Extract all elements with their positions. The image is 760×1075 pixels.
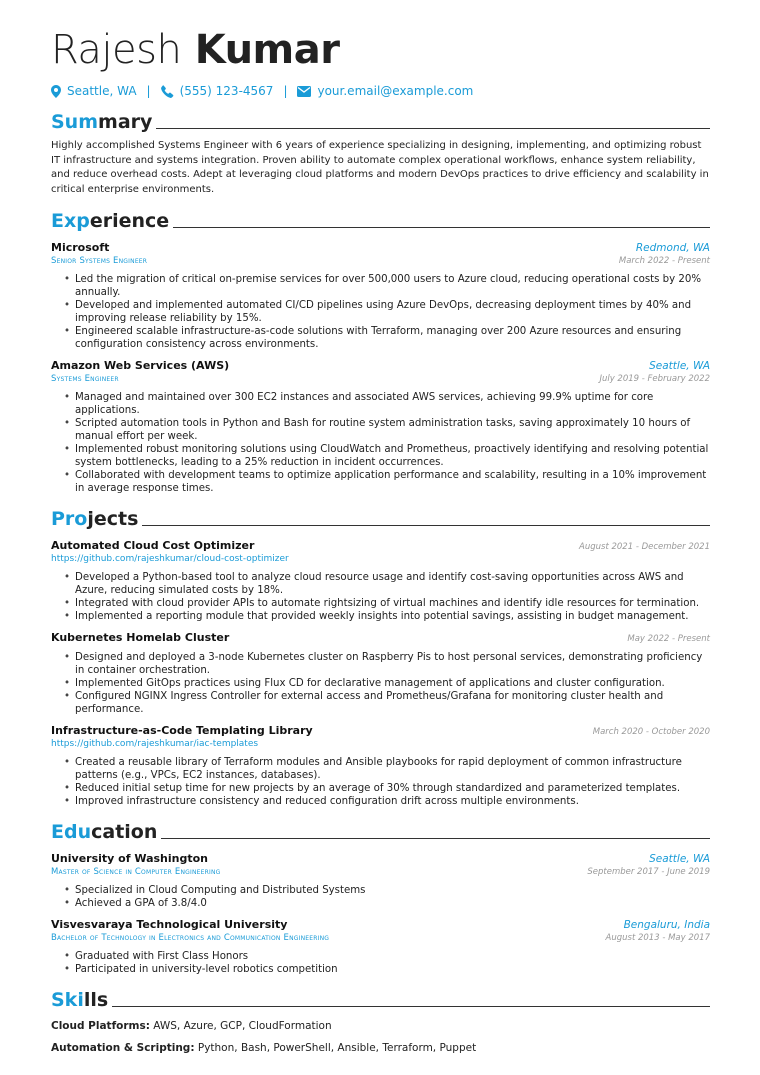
section-divider (173, 227, 710, 228)
skill-label: Cloud Platforms: (51, 1020, 150, 1032)
bullet-item: • Created a reusable library of Terraform modules and Ansible playbooks for rapid deployment of common infrastructure patterns (e.g., VPCs, EC2 instances, databases). (75, 756, 710, 782)
job-dates: March 2022 - Present (618, 256, 710, 266)
contact-email[interactable] (297, 84, 473, 98)
projects-heading (51, 503, 710, 531)
bullet-item: • Managed and maintained over 300 EC2 instances and associated AWS services, achieving 99.9% uptime for core applications. (75, 391, 710, 417)
bullet-list (51, 884, 710, 910)
experience-entry (51, 359, 710, 495)
bullet-item: • Developed a Python-based tool to analyze cloud resource usage and identify cost-saving opportunities across AWS and Azure, reducing simulated costs by 18%. (75, 571, 710, 597)
school-location: Seattle, WA (649, 853, 710, 865)
section-divider (112, 1006, 710, 1007)
school-location: Bengaluru, India (623, 919, 710, 931)
skills-heading-accent: Ski (51, 989, 84, 1011)
skill-row (51, 1041, 710, 1055)
degree: Master of Science in Computer Engineering (51, 867, 221, 877)
skill-value: AWS, Azure, GCP, CloudFormation (149, 1020, 332, 1032)
company-name: Amazon Web Services (AWS) (51, 359, 230, 372)
bullet-item: • Designed and deployed a 3-node Kubernetes cluster on Raspberry Pis to host personal services, demonstrating proficiency in container orchestration. (75, 651, 710, 677)
skills-heading-rest: lls (83, 989, 109, 1011)
contact-separator: | (146, 84, 151, 98)
experience-heading-accent: Exp (51, 210, 90, 232)
skill-row (51, 1019, 710, 1033)
education-dates: September 2017 - June 2019 (587, 867, 710, 877)
education-entry (51, 918, 710, 976)
skill-label: Automation & Scripting: (51, 1042, 195, 1054)
project-name: Infrastructure-as-Code Templating Library (51, 724, 313, 737)
phone-icon (161, 85, 174, 98)
phone-text[interactable]: (555) 123-4567 (179, 84, 274, 98)
section-divider (142, 525, 710, 526)
job-role: Senior Systems Engineer (51, 256, 148, 266)
project-dates: March 2020 - October 2020 (592, 727, 710, 737)
experience-entry (51, 241, 710, 351)
bullet-item: • Improved infrastructure consistency and reduced configuration drift across multiple environments. (75, 795, 710, 808)
section-divider (161, 838, 710, 839)
bullet-list (51, 651, 710, 716)
last-name: Kumar (194, 27, 340, 73)
job-location: Redmond, WA (635, 242, 710, 254)
project-entry (51, 631, 710, 716)
bullet-item: • Achieved a GPA of 3.8/4.0 (75, 897, 710, 910)
projects-heading-accent: Pro (51, 508, 88, 530)
bullet-item: • Configured NGINX Ingress Controller for external access and Prometheus/Grafana for monitoring cluster health and performance. (75, 690, 710, 716)
school-name: Visvesvaraya Technological University (51, 918, 288, 931)
skills-heading (51, 984, 710, 1012)
contact-line (51, 82, 710, 100)
job-location: Seattle, WA (649, 360, 710, 372)
summary-heading (51, 106, 710, 134)
bullet-list (51, 950, 710, 976)
projects-heading-rest: jects (87, 508, 139, 530)
job-dates: July 2019 - February 2022 (599, 374, 710, 384)
education-heading (51, 816, 710, 844)
experience-heading-rest: erience (89, 210, 170, 232)
summary-heading-rest: mary (98, 111, 153, 133)
bullet-list (51, 391, 710, 495)
bullet-item: • Led the migration of critical on-premise services for over 500,000 users to Azure cloud, reducing operational costs by 20% annually. (75, 273, 710, 299)
bullet-item: • Scripted automation tools in Python and Bash for routine system administration tasks, saving approximately 10 hours of manual effort per week. (75, 417, 710, 443)
bullet-list (51, 756, 710, 808)
bullet-item: • Integrated with cloud provider APIs to automate rightsizing of virtual machines and identify idle resources for termination. (75, 597, 710, 610)
bullet-item: • Participated in university-level robotics competition (75, 963, 710, 976)
company-name: Microsoft (51, 241, 110, 254)
project-entry (51, 724, 710, 808)
section-divider (156, 128, 710, 129)
project-dates: May 2022 - Present (627, 634, 710, 644)
job-role: Systems Engineer (51, 374, 119, 384)
project-dates: August 2021 - December 2021 (579, 542, 710, 552)
degree: Bachelor of Technology in Electronics and Communication Engineering (51, 933, 330, 943)
education-heading-accent: Edu (51, 821, 92, 843)
contact-separator: | (283, 84, 288, 98)
bullet-list (51, 571, 710, 623)
education-dates: August 2013 - May 2017 (605, 933, 710, 943)
bullet-item: • Reduced initial setup time for new projects by an average of 30% through standardized and parameterized templates. (75, 782, 710, 795)
experience-heading (51, 205, 710, 233)
envelope-icon (297, 86, 311, 97)
contact-location (51, 84, 137, 98)
bullet-item: • Developed and implemented automated CI/CD pipelines using Azure DevOps, decreasing deployment times by 40% and improving release reliability by 15%. (75, 299, 710, 325)
skill-value: Python, Bash, PowerShell, Ansible, Terraform, Puppet (194, 1042, 477, 1054)
email-text[interactable]: your.email@example.com (317, 84, 474, 98)
bullet-item: • Implemented GitOps practices using Flux CD for declarative management of applications and cluster configuration. (75, 677, 710, 690)
project-link[interactable]: https://github.com/rajeshkumar/cloud-cost-optimizer (51, 554, 289, 564)
project-link[interactable]: https://github.com/rajeshkumar/iac-templates (51, 739, 259, 749)
summary-heading-accent: Sum (51, 111, 99, 133)
location-text: Seattle, WA (67, 84, 137, 98)
project-name: Kubernetes Homelab Cluster (51, 631, 230, 644)
project-name: Automated Cloud Cost Optimizer (51, 539, 255, 552)
bullet-item: • Implemented robust monitoring solutions using CloudWatch and Prometheus, proactively identifying and resolving potential system bottlenecks, leading to a 25% reduction in incident occurrences. (75, 443, 710, 469)
education-entry (51, 852, 710, 910)
bullet-list (51, 273, 710, 351)
first-name: Rajesh (51, 27, 182, 73)
education-heading-rest: cation (91, 821, 158, 843)
summary-text: Highly accomplished Systems Engineer with 6 years of experience specializing in designing, implementing, and optimizing robust IT infrastructure and systems integration. Proven ability to automate complex operational workflows, enhance system reliability, and reduce overhead costs. Adept at leveraging cloud platforms and modern DevOps practices to drive efficiency and scalability in critical enterprise environments. (51, 140, 709, 195)
bullet-item: • Collaborated with development teams to optimize application performance and scalability, resulting in a 10% improvement in average response times. (75, 469, 710, 495)
school-name: University of Washington (51, 852, 209, 865)
map-marker-icon (51, 85, 61, 98)
bullet-item: • Graduated with First Class Honors (75, 950, 710, 963)
candidate-name (51, 24, 710, 76)
bullet-item: • Specialized in Cloud Computing and Distributed Systems (75, 884, 710, 897)
bullet-item: • Engineered scalable infrastructure-as-code solutions with Terraform, managing over 200 Azure resources and ensuring configuration consistency across environments. (75, 325, 710, 351)
project-entry (51, 539, 710, 623)
bullet-item: • Implemented a reporting module that provided weekly insights into potential savings, assisting in budget management. (75, 610, 710, 623)
contact-phone[interactable] (161, 84, 274, 98)
